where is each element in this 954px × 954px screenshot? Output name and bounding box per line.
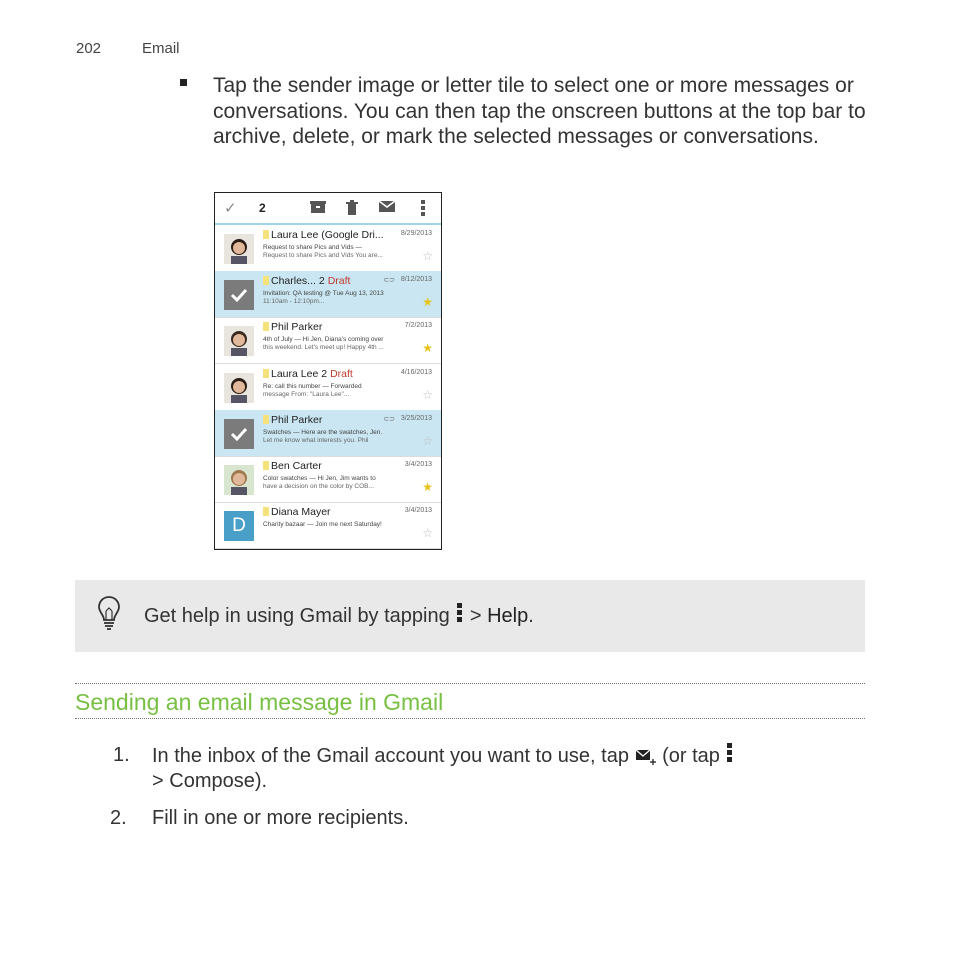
message-sender: [263, 229, 387, 241]
message-sender: [263, 414, 325, 426]
importance-marker-icon: [263, 507, 269, 516]
sender-name: Laura Lee (Google Dri...: [271, 229, 384, 241]
step-1-text-c: >: [152, 770, 164, 792]
message-date: 7/2/2013: [404, 322, 432, 330]
gmail-screenshot: [214, 192, 442, 550]
step-1-text-a: In the inbox of the Gmail account you want to use, tap: [152, 745, 629, 767]
message-sender: [263, 460, 325, 472]
step-1-text-d: ).: [254, 770, 268, 792]
message-snippet: Let me know what interests you. Phil: [263, 436, 369, 444]
done-check-icon[interactable]: ✓: [224, 200, 237, 217]
message-snippet: Request to share Pics and Vids You are...: [263, 252, 383, 259]
bullet-marker: [180, 79, 187, 86]
message-snippet: this weekend. Let's meet up! Happy 4th ...: [263, 344, 384, 352]
selected-count: 2: [259, 201, 266, 215]
tip-text-before: Get help in using Gmail by tapping: [144, 605, 450, 627]
message-sender: [263, 275, 350, 287]
sender-photo[interactable]: [224, 465, 254, 495]
tip-period: .: [528, 605, 534, 627]
label-icon: ⊂⊃: [383, 415, 395, 423]
sender-name: Charles...: [271, 275, 316, 288]
importance-marker-icon: [263, 415, 269, 424]
step-number: 1.: [113, 744, 130, 766]
importance-marker-icon: [263, 461, 269, 470]
sender-name: Diana Mayer: [271, 506, 331, 519]
importance-marker-icon: [263, 369, 269, 378]
message-date: 3/4/2013: [404, 507, 432, 515]
message-subject: Swatches — Here are the swatches, Jen.: [263, 428, 383, 436]
compose-link: Compose: [169, 770, 255, 792]
message-subject: Invitation: QA testing @ Tue Aug 13, 2013: [263, 290, 384, 298]
step-number: 2.: [110, 807, 127, 829]
message-subject: Re: call this number — Forwarded: [263, 382, 362, 390]
step-1-text-b: (or tap: [662, 745, 720, 767]
message-subject: Charity bazaar — Join me next Saturday!: [263, 521, 382, 529]
importance-marker-icon: [263, 276, 269, 285]
selected-check-icon[interactable]: [224, 280, 254, 310]
bullet-text: Tap the sender image or letter tile to select one or more messages or conversations. You can then tap the onscreen buttons at the top bar to archive, delete, or mark the selected messages or conversations.: [213, 74, 866, 148]
message-snippet: have a decision on the color by COB...: [263, 483, 374, 490]
archive-icon[interactable]: [310, 200, 326, 214]
message-date: 8/29/2013: [400, 230, 432, 237]
message-subject: Request to share Pics and Vids —: [263, 244, 362, 251]
message-sender: [263, 506, 334, 518]
page-number: 202: [76, 40, 102, 57]
message-sender: [263, 368, 353, 380]
sender-name: Phil Parker: [271, 321, 323, 334]
importance-marker-icon: [263, 230, 269, 239]
running-header: Email: [142, 40, 180, 57]
message-date: 4/16/2013: [400, 368, 432, 376]
delete-icon[interactable]: [346, 200, 358, 215]
menu-icon: [727, 743, 732, 764]
sender-photo[interactable]: [224, 373, 254, 403]
message-date: 3/4/2013: [404, 461, 432, 468]
selected-check-icon[interactable]: [224, 419, 254, 449]
heading-rule-top: [75, 683, 865, 684]
message-sender: [263, 321, 325, 333]
message-date: 3/25/2013: [400, 414, 432, 422]
lightbulb-icon: [97, 595, 121, 633]
step-text: [152, 743, 852, 794]
message-row[interactable]: [215, 364, 441, 411]
thread-count: 2: [318, 367, 328, 380]
importance-marker-icon: [263, 322, 269, 331]
message-row[interactable]: [215, 271, 441, 318]
message-snippet: message From: "Laura Lee"...: [263, 390, 350, 398]
message-subject: 4th of July — Hi Jen, Diana's coming over: [263, 336, 384, 344]
star-icon[interactable]: ★: [422, 480, 433, 494]
sender-photo[interactable]: [224, 234, 254, 264]
help-link: Help: [487, 605, 529, 627]
step-text: Fill in one or more recipients.: [152, 807, 409, 829]
draft-label: Draft: [330, 367, 353, 380]
star-icon[interactable]: ☆: [422, 433, 433, 448]
message-row[interactable]: [215, 410, 441, 457]
tip-separator: >: [469, 605, 482, 627]
mark-unread-icon[interactable]: [379, 200, 395, 212]
sender-name: Laura Lee: [271, 367, 319, 380]
draft-label: Draft: [327, 275, 351, 288]
star-icon[interactable]: ★: [422, 341, 433, 356]
message-row[interactable]: [215, 225, 441, 272]
section-title: Sending an email message in Gmail: [75, 689, 444, 715]
heading-rule-bottom: [75, 718, 865, 719]
sender-name: Phil Parker: [271, 413, 323, 426]
message-date: 8/12/2013: [400, 276, 432, 284]
compose-icon: [635, 747, 657, 765]
star-icon[interactable]: ☆: [422, 387, 433, 402]
sender-photo[interactable]: [224, 326, 254, 356]
star-icon[interactable]: ★: [422, 295, 433, 310]
letter-tile[interactable]: D: [224, 511, 254, 541]
sender-name: Ben Carter: [271, 460, 322, 472]
tip-text: [144, 603, 534, 628]
thread-count: 2: [315, 275, 325, 288]
message-row[interactable]: [215, 456, 441, 503]
overflow-menu-icon[interactable]: [421, 200, 425, 216]
star-icon[interactable]: ☆: [422, 249, 433, 263]
message-snippet: 11:10am - 12:10pm...: [263, 298, 325, 306]
gmail-toolbar: [215, 193, 441, 225]
message-subject: Color swatches — Hi Jen, Jim wants to: [263, 475, 376, 482]
message-row[interactable]: [215, 317, 441, 364]
message-row[interactable]: [215, 502, 441, 549]
label-icon: ⊂⊃: [383, 277, 395, 285]
star-icon[interactable]: ☆: [422, 526, 433, 541]
menu-icon: [457, 603, 462, 624]
